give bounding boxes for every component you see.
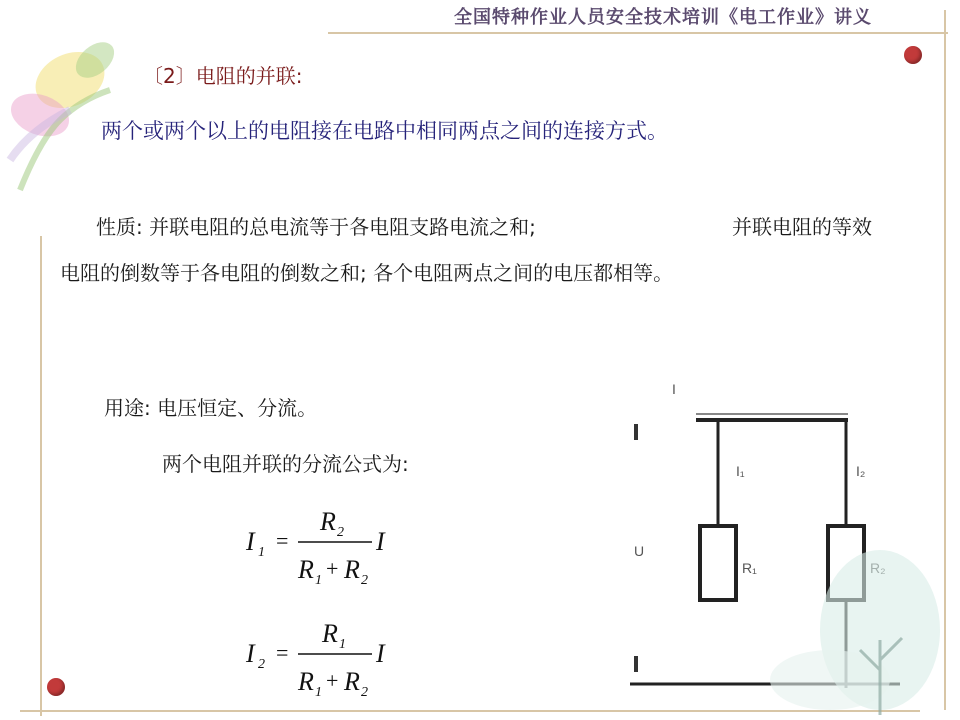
right-rule — [944, 10, 946, 710]
formula-num: R — [322, 619, 338, 648]
property-line-2: 电阻的倒数等于各电阻的倒数之和; 各个电阻两点之间的电压都相等。 — [60, 261, 674, 285]
usage-text: 用途: 电压恒定、分流。 — [104, 396, 318, 420]
header-rule — [328, 32, 948, 34]
current-divider-formula-1 — [240, 500, 410, 590]
formula-lhs-sub: 2 — [258, 657, 265, 672]
formula-den-a-sub: 1 — [315, 573, 322, 588]
circuit-top-label: I — [672, 381, 676, 397]
formula-den-a-sub: 1 — [315, 685, 322, 700]
document-header: 全国特种作业人员安全技术培训《电工作业》讲义 — [454, 7, 872, 28]
current-divider-formula-2 — [240, 612, 410, 702]
formula-lhs-sub: 1 — [258, 545, 265, 560]
svg-text:=: = — [276, 640, 289, 665]
formula-den-b-sub: 2 — [361, 685, 368, 700]
circuit-branch1-current: I₁ — [736, 463, 745, 479]
formula-lhs: I — [246, 639, 255, 668]
formula-plus: + — [326, 556, 339, 581]
circuit-voltage-label: U — [634, 543, 645, 559]
left-rule — [40, 236, 42, 716]
formula-rhs: I — [376, 527, 385, 556]
corner-dot-top-right — [904, 46, 922, 64]
tree-decoration — [630, 510, 940, 720]
svg-text:=: = — [276, 528, 289, 553]
formula-plus: + — [326, 668, 339, 693]
definition-text: 两个或两个以上的电阻接在电路中相同两点之间的连接方式。 — [101, 119, 668, 143]
formula-num: R — [320, 507, 336, 536]
formula-intro: 两个电阻并联的分流公式为: — [162, 452, 409, 476]
formula-den-b: R — [344, 555, 360, 584]
formula-rhs: I — [376, 639, 385, 668]
formula-den-b-sub: 2 — [361, 573, 368, 588]
section-title: 〔2〕电阻的并联: — [143, 64, 303, 88]
property-line-1-continued: 并联电阻的等效 — [732, 215, 872, 239]
corner-dot-bottom-left — [47, 678, 65, 696]
formula-lhs: I — [246, 527, 255, 556]
formula-num-sub: 1 — [339, 637, 346, 652]
circuit-branch2-current: I₂ — [856, 463, 866, 479]
formula-den-a: R — [298, 667, 314, 696]
terminal-top — [634, 424, 638, 440]
circuit-r1-label: R₁ — [742, 560, 757, 576]
formula-den-a: R — [298, 555, 314, 584]
formula-den-b: R — [344, 667, 360, 696]
formula-num-sub: 2 — [337, 525, 344, 540]
property-line-1: 性质: 并联电阻的总电流等于各电阻支路电流之和; — [96, 215, 536, 239]
